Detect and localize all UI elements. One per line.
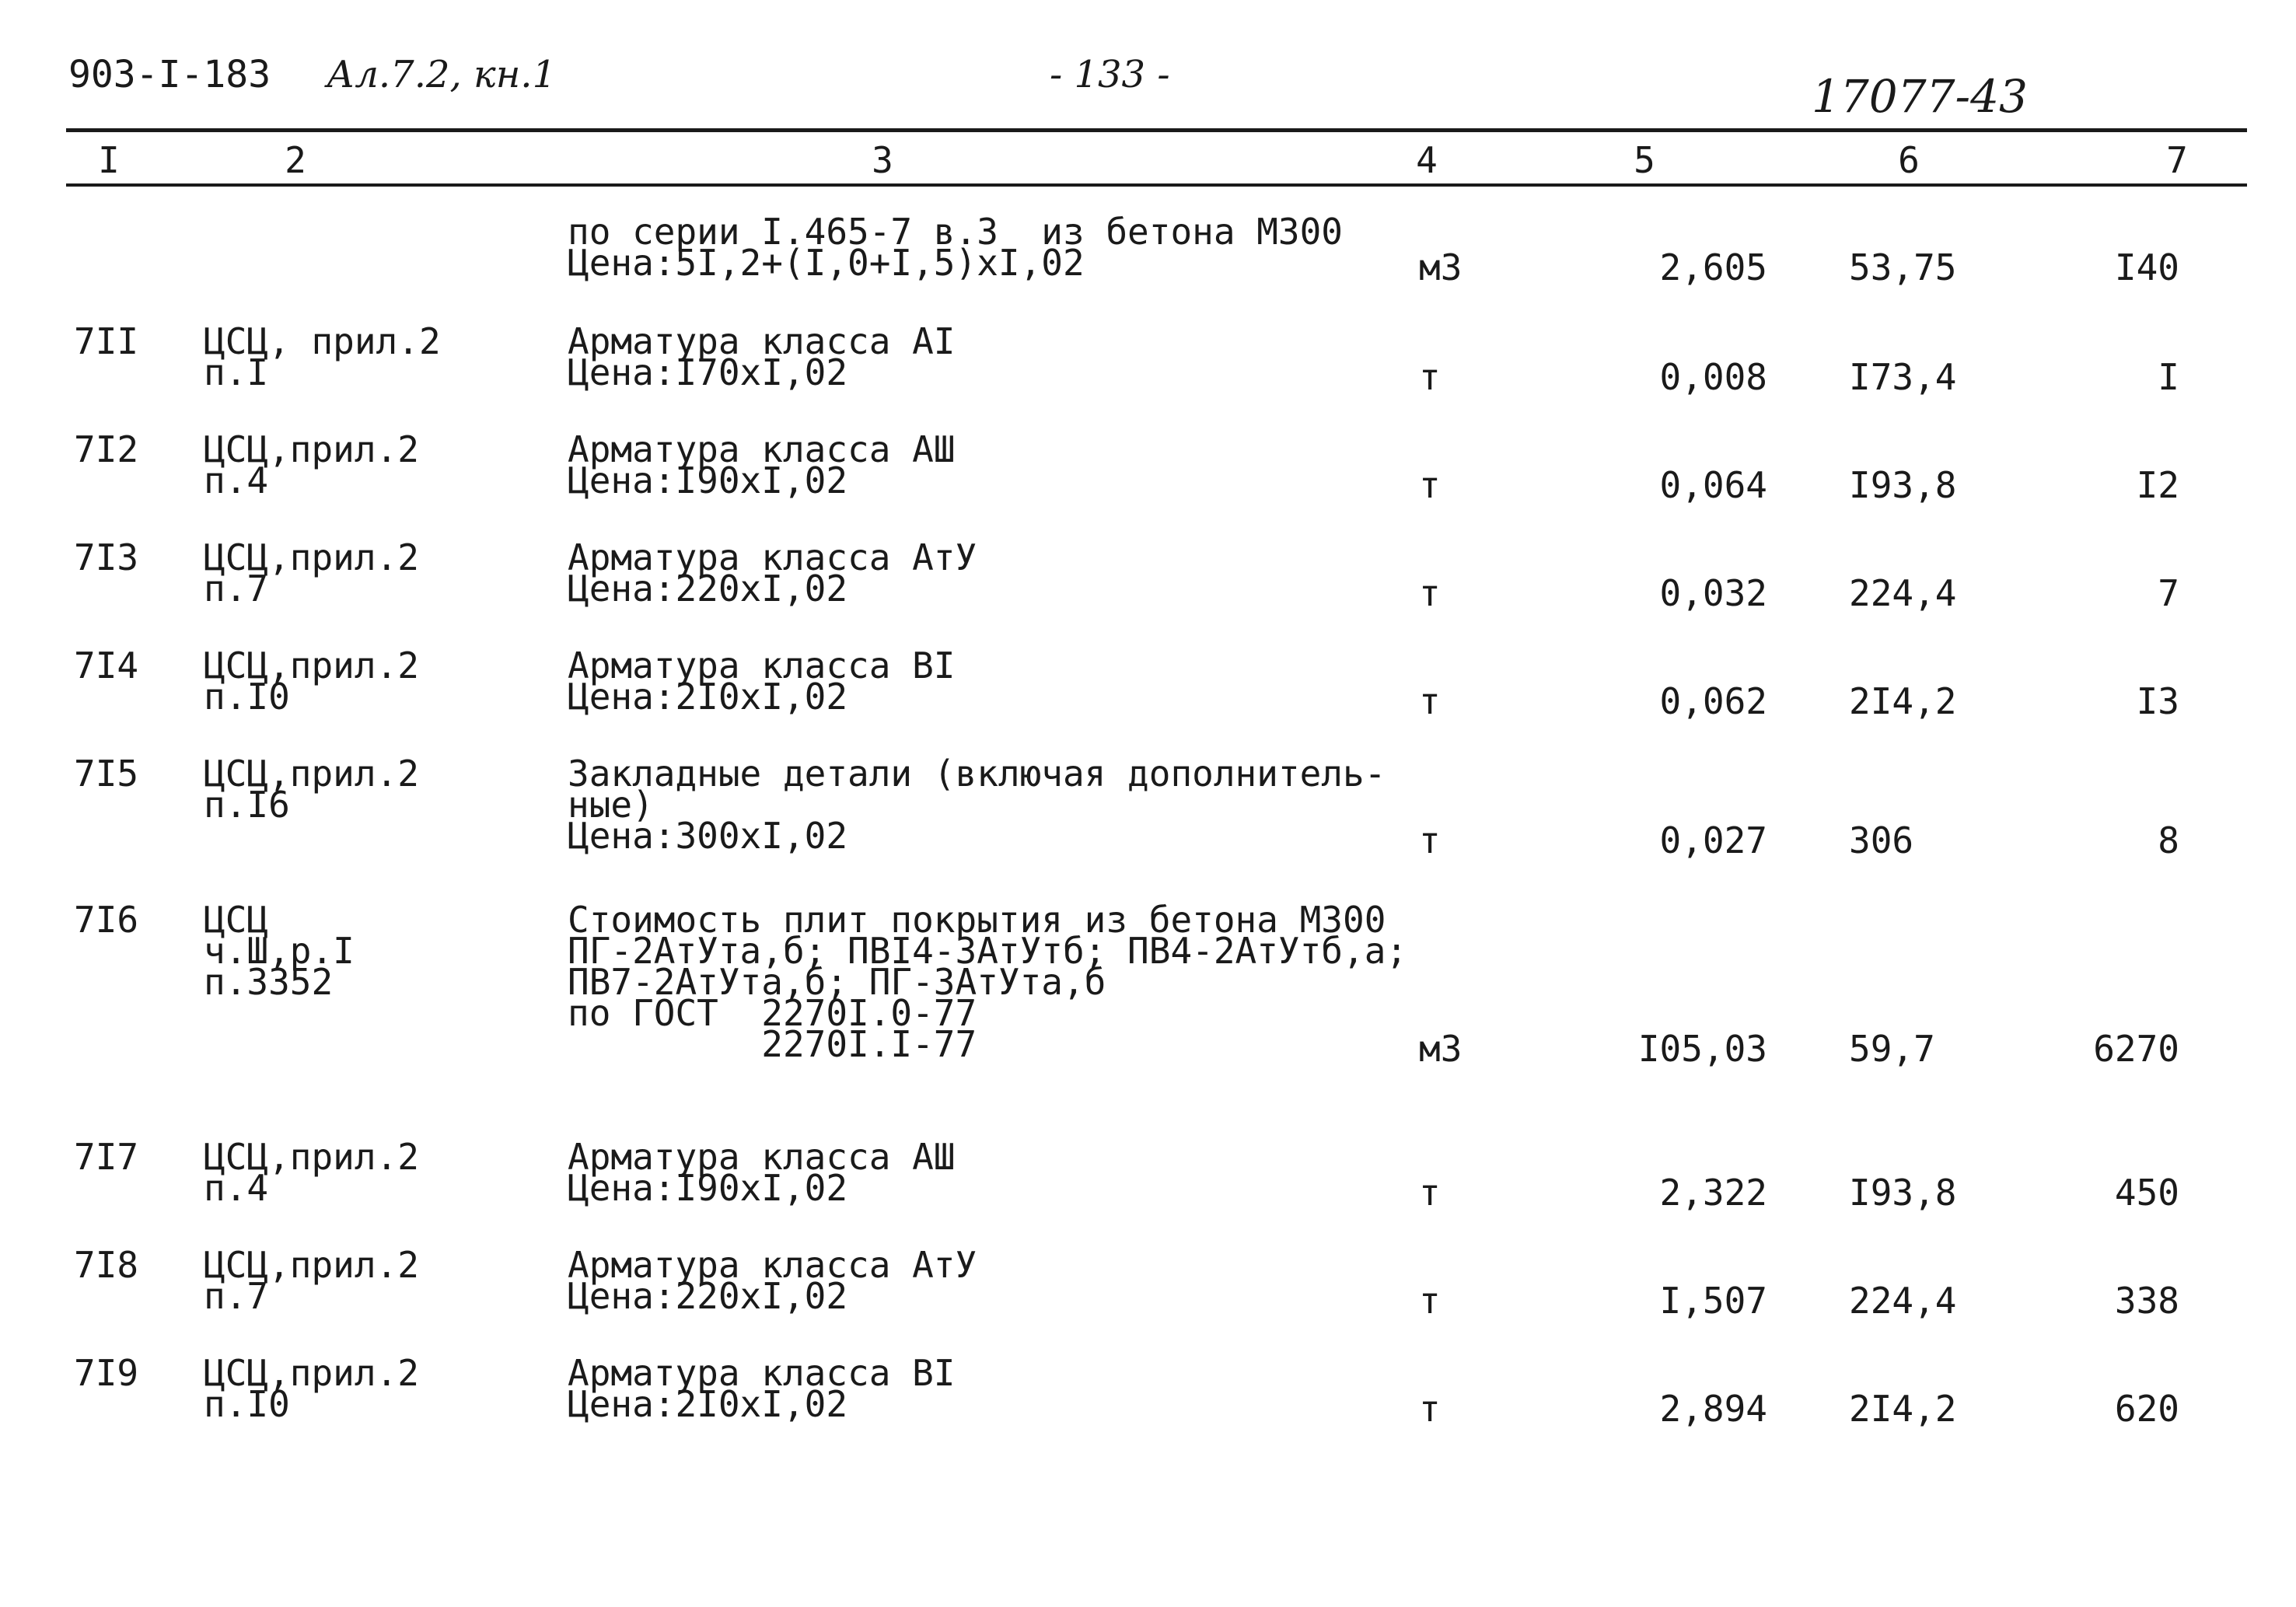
item-description: Арматура класса АтУ bbox=[568, 536, 977, 578]
column-header-6: 6 bbox=[1898, 139, 1920, 181]
total-cost: I40 bbox=[2114, 246, 2179, 288]
unit: м3 bbox=[1419, 1028, 1463, 1070]
item-number: 7I8 bbox=[74, 1244, 139, 1286]
total-cost: 620 bbox=[2114, 1388, 2179, 1430]
item-description: по ГОСТ 2270I.0-77 bbox=[568, 992, 977, 1034]
quantity: 0,064 bbox=[1659, 464, 1767, 506]
item-description: Арматура класса ВI bbox=[568, 645, 956, 686]
total-cost: 450 bbox=[2114, 1172, 2179, 1214]
price-reference: ЦСЦ, прил.2 bbox=[204, 320, 441, 362]
item-number: 7I5 bbox=[74, 753, 139, 795]
unit-price: 224,4 bbox=[1849, 1280, 1957, 1322]
price-reference: п.I0 bbox=[204, 676, 290, 718]
table-header-bottom-rule bbox=[66, 183, 2247, 187]
album-number: Ал.7.2, кн.1 bbox=[327, 53, 557, 96]
price-reference: п.7 bbox=[204, 568, 269, 610]
item-description: Цена:I90xI,02 bbox=[568, 1167, 848, 1209]
unit: т bbox=[1419, 680, 1441, 722]
price-reference: ЦСЦ,прил.2 bbox=[204, 645, 419, 686]
total-cost: I bbox=[2158, 356, 2179, 398]
quantity: 2,894 bbox=[1659, 1388, 1767, 1430]
total-cost: 7 bbox=[2158, 572, 2179, 614]
column-header-5: 5 bbox=[1634, 139, 1655, 181]
price-reference: п.7 bbox=[204, 1275, 269, 1317]
price-reference: ЦСЦ,прил.2 bbox=[204, 1244, 419, 1286]
item-description: Цена:300xI,02 bbox=[568, 815, 848, 857]
price-reference: п.I bbox=[204, 351, 269, 393]
unit: т bbox=[1419, 1172, 1441, 1214]
unit: т bbox=[1419, 1388, 1441, 1430]
column-header-3: 3 bbox=[872, 139, 893, 181]
item-description: Арматура класса АтУ bbox=[568, 1244, 977, 1286]
quantity: 2,322 bbox=[1659, 1172, 1767, 1214]
price-reference: п.I0 bbox=[204, 1383, 290, 1425]
price-reference: п.I6 bbox=[204, 784, 290, 826]
item-description: Арматура класса АШ bbox=[568, 428, 956, 470]
quantity: 0,008 bbox=[1659, 356, 1767, 398]
column-header-1: I bbox=[98, 139, 120, 181]
unit-price: 59,7 bbox=[1849, 1028, 1935, 1070]
item-number: 7I4 bbox=[74, 645, 139, 686]
unit: т bbox=[1419, 464, 1441, 506]
unit: т bbox=[1419, 572, 1441, 614]
item-number: 7I9 bbox=[74, 1352, 139, 1394]
item-description: 2270I.I-77 bbox=[568, 1023, 977, 1065]
price-reference: ЦСЦ,прил.2 bbox=[204, 1352, 419, 1394]
total-cost: 8 bbox=[2158, 819, 2179, 861]
item-number: 7I3 bbox=[74, 536, 139, 578]
item-description: по серии I.465-7 в.3 из бетона М300 bbox=[568, 211, 1343, 253]
price-reference: ЦСЦ,прил.2 bbox=[204, 428, 419, 470]
unit-price: 53,75 bbox=[1849, 246, 1957, 288]
quantity: I,507 bbox=[1659, 1280, 1767, 1322]
quantity: I05,03 bbox=[1637, 1028, 1767, 1070]
price-reference: п.4 bbox=[204, 459, 269, 501]
item-number: 7II bbox=[74, 320, 139, 362]
item-description: ные) bbox=[568, 784, 654, 826]
unit-price: 2I4,2 bbox=[1849, 680, 1957, 722]
total-cost: 338 bbox=[2114, 1280, 2179, 1322]
unit-price: 306 bbox=[1849, 819, 1914, 861]
item-description: Арматура класса АI bbox=[568, 320, 956, 362]
total-cost: 6270 bbox=[2093, 1028, 2179, 1070]
item-description: Цена:220xI,02 bbox=[568, 1275, 848, 1317]
unit: м3 bbox=[1419, 246, 1463, 288]
item-description: Арматура класса ВI bbox=[568, 1352, 956, 1394]
price-reference: ЦСЦ,прил.2 bbox=[204, 1136, 419, 1178]
price-reference: п.3352 bbox=[204, 961, 334, 1003]
price-reference: п.4 bbox=[204, 1167, 269, 1209]
item-description: ПВ7-2АтУта,б; ПГ-3АтУта,б bbox=[568, 961, 1106, 1003]
quantity: 2,605 bbox=[1659, 246, 1767, 288]
quantity: 0,027 bbox=[1659, 819, 1767, 861]
item-number: 7I7 bbox=[74, 1136, 139, 1178]
unit: т bbox=[1419, 1280, 1441, 1322]
total-cost: I3 bbox=[2136, 680, 2179, 722]
unit-price: I93,8 bbox=[1849, 464, 1957, 506]
quantity: 0,032 bbox=[1659, 572, 1767, 614]
price-reference: ЦСЦ bbox=[204, 899, 269, 941]
unit-price: 2I4,2 bbox=[1849, 1388, 1957, 1430]
unit: т bbox=[1419, 819, 1441, 861]
archive-number: 17077-43 bbox=[1812, 70, 2028, 123]
column-header-2: 2 bbox=[285, 139, 306, 181]
item-description: Цена:I90xI,02 bbox=[568, 459, 848, 501]
column-header-4: 4 bbox=[1416, 139, 1438, 181]
item-description: Цена:220xI,02 bbox=[568, 568, 848, 610]
unit-price: 224,4 bbox=[1849, 572, 1957, 614]
item-description: Цена:I70xI,02 bbox=[568, 351, 848, 393]
item-number: 7I2 bbox=[74, 428, 139, 470]
item-description: ПГ-2АтУта,б; ПВI4-3АтУтб; ПВ4-2АтУтб,а; bbox=[568, 930, 1408, 972]
unit-price: I93,8 bbox=[1849, 1172, 1957, 1214]
unit: т bbox=[1419, 356, 1441, 398]
unit-price: I73,4 bbox=[1849, 356, 1957, 398]
item-description: Цена:2I0xI,02 bbox=[568, 676, 848, 718]
price-reference: ЦСЦ,прил.2 bbox=[204, 753, 419, 795]
item-description: Арматура класса АШ bbox=[568, 1136, 956, 1178]
price-reference: ЦСЦ,прил.2 bbox=[204, 536, 419, 578]
item-number: 7I6 bbox=[74, 899, 139, 941]
table-top-rule bbox=[66, 128, 2247, 132]
column-header-7: 7 bbox=[2166, 139, 2188, 181]
item-description: Цена:2I0xI,02 bbox=[568, 1383, 848, 1425]
item-description: Стоимость плит покрытия из бетона М300 bbox=[568, 899, 1386, 941]
item-description: Закладные детали (включая дополнитель- bbox=[568, 753, 1386, 795]
price-reference: ч.Ш,р.I bbox=[204, 930, 355, 972]
page-number: - 133 - bbox=[1050, 53, 1170, 96]
total-cost: I2 bbox=[2136, 464, 2179, 506]
quantity: 0,062 bbox=[1659, 680, 1767, 722]
item-description: Цена:5I,2+(I,0+I,5)xI,02 bbox=[568, 242, 1085, 284]
document-code: 903-I-183 bbox=[68, 53, 271, 96]
